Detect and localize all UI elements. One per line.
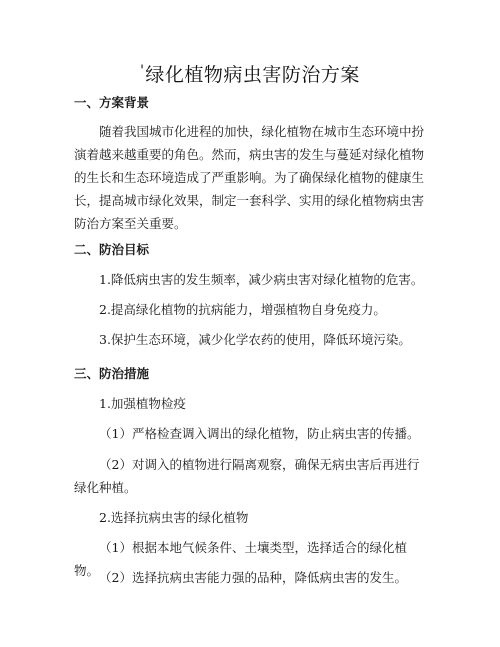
title-text: 绿化植物病虫害防治方案 — [145, 64, 360, 86]
goal-item-1: 1.降低病虫害的发生频率，减少病虫害对绿化植物的危害。 — [99, 272, 424, 287]
paragraph-background: 随着我国城市化进程的加快，绿化植物在城市生态环境中扮演着越来越重要的角色。然而，病虫害的发生与蔓延对绿化植物的生长和生态环境造成了严重影响。为了确保绿化植物的健康生长，提高城市绿化效果，制定一套科学、实用的绿化植物病虫害防治方案至关重要。 — [74, 124, 425, 231]
measure-item-1-1: （1）严格检查调入调出的绿化植物，防止病虫害的传播。 — [99, 426, 420, 441]
section-heading-measures: 三、防治措施 — [74, 366, 150, 381]
section-heading-background: 一、方案背景 — [74, 95, 150, 110]
section-heading-goals: 二、防治目标 — [74, 242, 150, 257]
goal-item-3: 3.保护生态环境，减少化学农药的使用，降低环境污染。 — [99, 332, 411, 347]
title-mark: ' — [140, 63, 145, 79]
measure-item-2: 2.选择抗病虫害的绿化植物 — [99, 510, 249, 525]
measure-item-1-2: （2）对调入的植物进行隔离观察，确保无病虫害后再进行绿化种植。 — [74, 457, 420, 495]
measure-item-2-1: （1）根据本地气候条件、土壤类型，选择适合的绿化植物。 — [74, 540, 407, 578]
measure-item-2-2: （2）选择抗病虫害能力强的品种，降低病虫害的发生。 — [99, 570, 407, 585]
goal-item-2: 2.提高绿化植物的抗病能力，增强植物自身免疫力。 — [99, 302, 386, 317]
document-title — [0, 60, 500, 87]
measure-item-1: 1.加强植物检疫 — [99, 396, 186, 411]
